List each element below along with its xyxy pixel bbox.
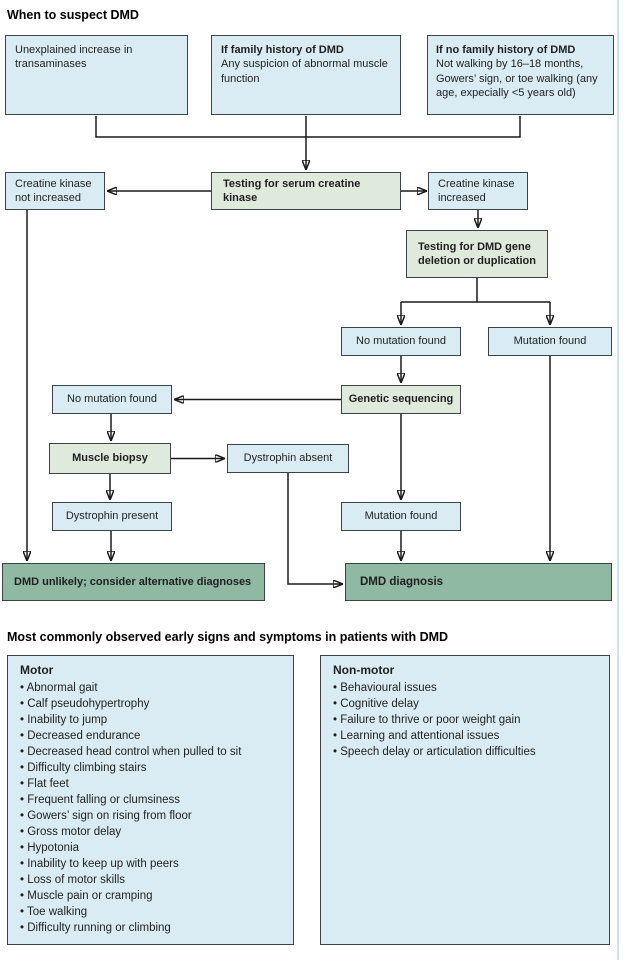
node-body: Testing for serum creatine kinase: [223, 177, 361, 204]
node-dmd-diagnosis: [345, 563, 612, 601]
motor-header: Motor: [20, 663, 54, 677]
node-body: Creatine kinase increased: [438, 177, 515, 204]
list-item: • Hypotonia: [20, 840, 281, 856]
list-item: • Decreased endurance: [20, 728, 281, 744]
node-body: Mutation found: [364, 510, 438, 523]
non-motor-symptoms-panel: [320, 655, 610, 945]
node-dystrophin-present: [52, 502, 172, 531]
node-body: Testing for DMD gene deletion or duplication: [418, 240, 536, 267]
node-dmd-unlikely: [2, 563, 265, 601]
node-body: Dystrophin present: [65, 510, 159, 523]
section-title-symptoms: Most commonly observed early signs and symptoms in patients with DMD: [7, 630, 449, 644]
list-item: • Inability to keep up with peers: [20, 856, 281, 872]
node-body: No mutation found: [356, 335, 446, 348]
node-body: DMD diagnosis: [360, 575, 444, 588]
node-title: If no family history of DMD: [436, 44, 576, 56]
section-title-when-to-suspect: When to suspect DMD: [7, 8, 139, 22]
page-edge-line: [617, 0, 619, 960]
node-body: Dystrophin absent: [243, 452, 333, 465]
non-motor-header: Non-motor: [333, 663, 395, 677]
node-body: Unexplained increase in transaminases: [15, 44, 133, 71]
node-testing-serum-ck: [211, 172, 401, 210]
list-item: • Failure to thrive or poor weight gain: [333, 712, 597, 728]
node-mutation-found-2: [341, 502, 461, 531]
list-item: • Gross motor delay: [20, 824, 281, 840]
list-item: • Toe walking: [20, 904, 281, 920]
node-unexplained-transaminases: [5, 35, 188, 115]
list-item: • Difficulty climbing stairs: [20, 760, 281, 776]
motor-symptoms-panel: [7, 655, 294, 945]
list-item: • Frequent falling or clumsiness: [20, 792, 281, 808]
node-no-family-history: [427, 35, 614, 115]
node-genetic-sequencing: [341, 385, 461, 414]
list-item: • Flat feet: [20, 776, 281, 792]
node-body: Any suspicion of abnormal muscle function: [221, 58, 388, 85]
node-family-history: [211, 35, 401, 115]
node-body: Creatine kinase not increased: [15, 177, 92, 204]
list-item: • Calf pseudohypertrophy: [20, 696, 281, 712]
list-item: • Loss of motor skills: [20, 872, 281, 888]
list-item: • Speech delay or articulation difficulties: [333, 744, 597, 760]
node-ck-not-increased: [5, 172, 105, 210]
node-body: Genetic sequencing: [348, 393, 454, 406]
list-item: • Gowers’ sign on rising from floor: [20, 808, 281, 824]
node-testing-dmd-gene: [406, 230, 548, 278]
list-item: • Difficulty running or climbing: [20, 920, 281, 936]
node-body: Mutation found: [513, 335, 587, 348]
node-muscle-biopsy: [49, 443, 171, 474]
list-item: • Inability to jump: [20, 712, 281, 728]
node-body: Not walking by 16–18 months, Gowers’ sign, or toe walking (any age, expecially <5 years old): [436, 58, 598, 99]
node-no-mutation-found-2: [52, 385, 172, 414]
node-ck-increased: [428, 172, 528, 210]
list-item: • Abnormal gait: [20, 680, 281, 696]
node-no-mutation-found-1: [341, 327, 461, 356]
node-mutation-found-right: [488, 327, 612, 356]
node-title: If family history of DMD: [221, 44, 344, 56]
list-item: • Decreased head control when pulled to sit: [20, 744, 281, 760]
list-item: • Learning and attentional issues: [333, 728, 597, 744]
node-body: DMD unlikely; consider alternative diagnoses: [14, 575, 252, 588]
list-item: • Muscle pain or cramping: [20, 888, 281, 904]
node-body: Muscle biopsy: [72, 452, 148, 465]
list-item: • Cognitive delay: [333, 696, 597, 712]
non-motor-symptoms-list: [333, 680, 597, 760]
motor-symptoms-list: [20, 680, 281, 936]
node-dystrophin-absent: [227, 444, 349, 473]
node-body: No mutation found: [67, 393, 157, 406]
list-item: • Behavioural issues: [333, 680, 597, 696]
